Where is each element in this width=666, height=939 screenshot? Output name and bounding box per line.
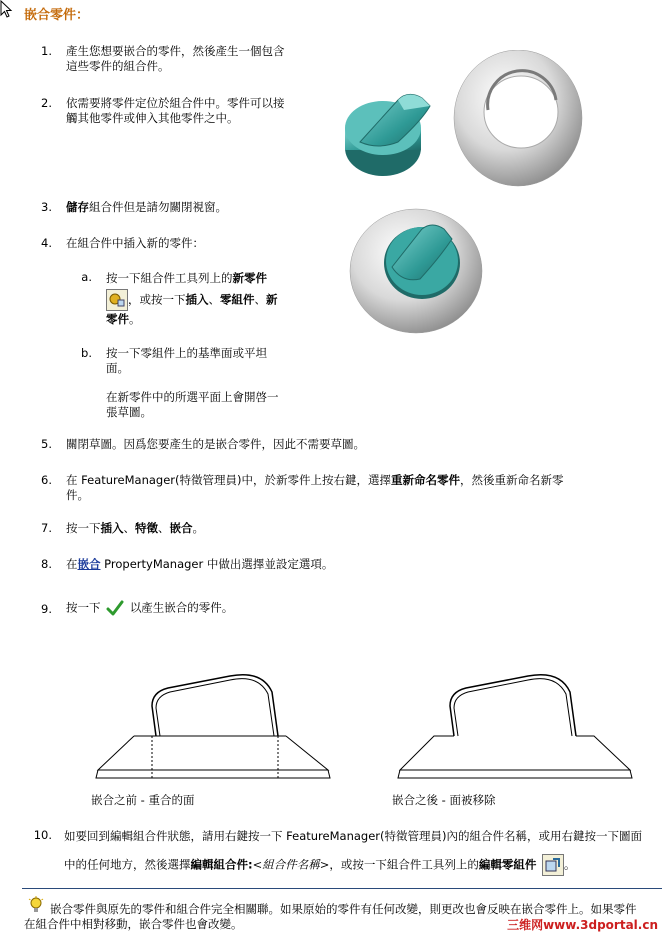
parts-separate-image bbox=[338, 50, 588, 200]
site-watermark: 三维网www.3dportal.cn bbox=[507, 918, 658, 932]
step-3-number: 3. bbox=[41, 200, 52, 214]
step-8-text: 在嵌合 PropertyManager 中做出選擇並設定選項。 bbox=[66, 557, 334, 571]
before-knit-caption: 嵌合之前 - 重合的面 bbox=[91, 793, 195, 807]
step-7-number: 7. bbox=[41, 521, 52, 535]
step-6-text: 在 FeatureManager(特徵管理員)中，於新零件上按右鍵，選擇重新命名零件，然後重新命名新零 件。 bbox=[66, 473, 564, 502]
after-knit-caption: 嵌合之後 - 面被移除 bbox=[392, 793, 496, 807]
knit-link[interactable]: 嵌合 bbox=[77, 557, 101, 571]
step-4b-text: 按一下零組件上的基準面或平坦 面。 在新零件中的所選平面上會開啓一 張草圖。 bbox=[106, 346, 279, 419]
step-6-number: 6. bbox=[41, 473, 52, 487]
step-8-number: 8. bbox=[41, 557, 52, 571]
note-divider bbox=[22, 888, 662, 889]
step-5-number: 5. bbox=[41, 437, 52, 451]
step-4a-text: 按一下組合件工具列上的新零件 ，或按一下插入、零組件、新 零件。 bbox=[106, 271, 278, 326]
step-9-number: 9. bbox=[41, 602, 52, 616]
note-text: 嵌合零件與原先的零件和組合件完全相關聯。如果原始的零件有任何改變，則更改也會反映在嵌合零件上。如果零件 在組合件中相對移動，嵌合零件也會改變。 bbox=[24, 902, 637, 931]
step-2-text: 依需要將零件定位於組合件中。零件可以接 觸其他零件或伸入其他零件之中。 bbox=[66, 96, 285, 125]
step-4-text: 在組合件中插入新的零件： bbox=[66, 236, 204, 250]
parts-assembled-image bbox=[340, 205, 490, 335]
step-9-text: 按一下 以產生嵌合的零件。 bbox=[66, 600, 234, 615]
page-title: 嵌合零件： bbox=[24, 8, 90, 23]
step-1-number: 1. bbox=[41, 44, 52, 58]
step-4a-number: a. bbox=[81, 270, 92, 284]
mouse-cursor-icon bbox=[0, 0, 14, 20]
edit-component-icon[interactable] bbox=[542, 854, 564, 876]
step-3-text: 儲存組合件但是請勿關閉視窗。 bbox=[66, 200, 227, 214]
step-10-number: 10. bbox=[33, 828, 52, 842]
before-knit-drawing bbox=[90, 666, 336, 788]
step-1-text: 產生您想要嵌合的零件，然後產生一個包含 這些零件的組合件。 bbox=[66, 44, 285, 73]
step-7-text: 按一下插入、特徵、嵌合。 bbox=[66, 521, 204, 535]
checkmark-icon[interactable] bbox=[106, 600, 124, 616]
step-2-number: 2. bbox=[41, 96, 52, 110]
step-4-number: 4. bbox=[41, 236, 52, 250]
new-part-icon[interactable] bbox=[106, 289, 128, 311]
after-knit-drawing bbox=[394, 666, 640, 788]
step-4b-number: b. bbox=[81, 346, 92, 360]
step-10-text: 如要回到編輯組合件狀態，請用右鍵按一下 FeatureManager(特徵管理員)內的組合件名稱，或用右鍵按一下圖面 中的任何地方，然後選擇編輯組合件:<組合件名稱>，或按一下組合件工具列上的編輯零組件 。 bbox=[64, 828, 664, 876]
step-5-text: 關閉草圖。因爲您要產生的是嵌合零件，因此不需要草圖。 bbox=[66, 437, 365, 451]
